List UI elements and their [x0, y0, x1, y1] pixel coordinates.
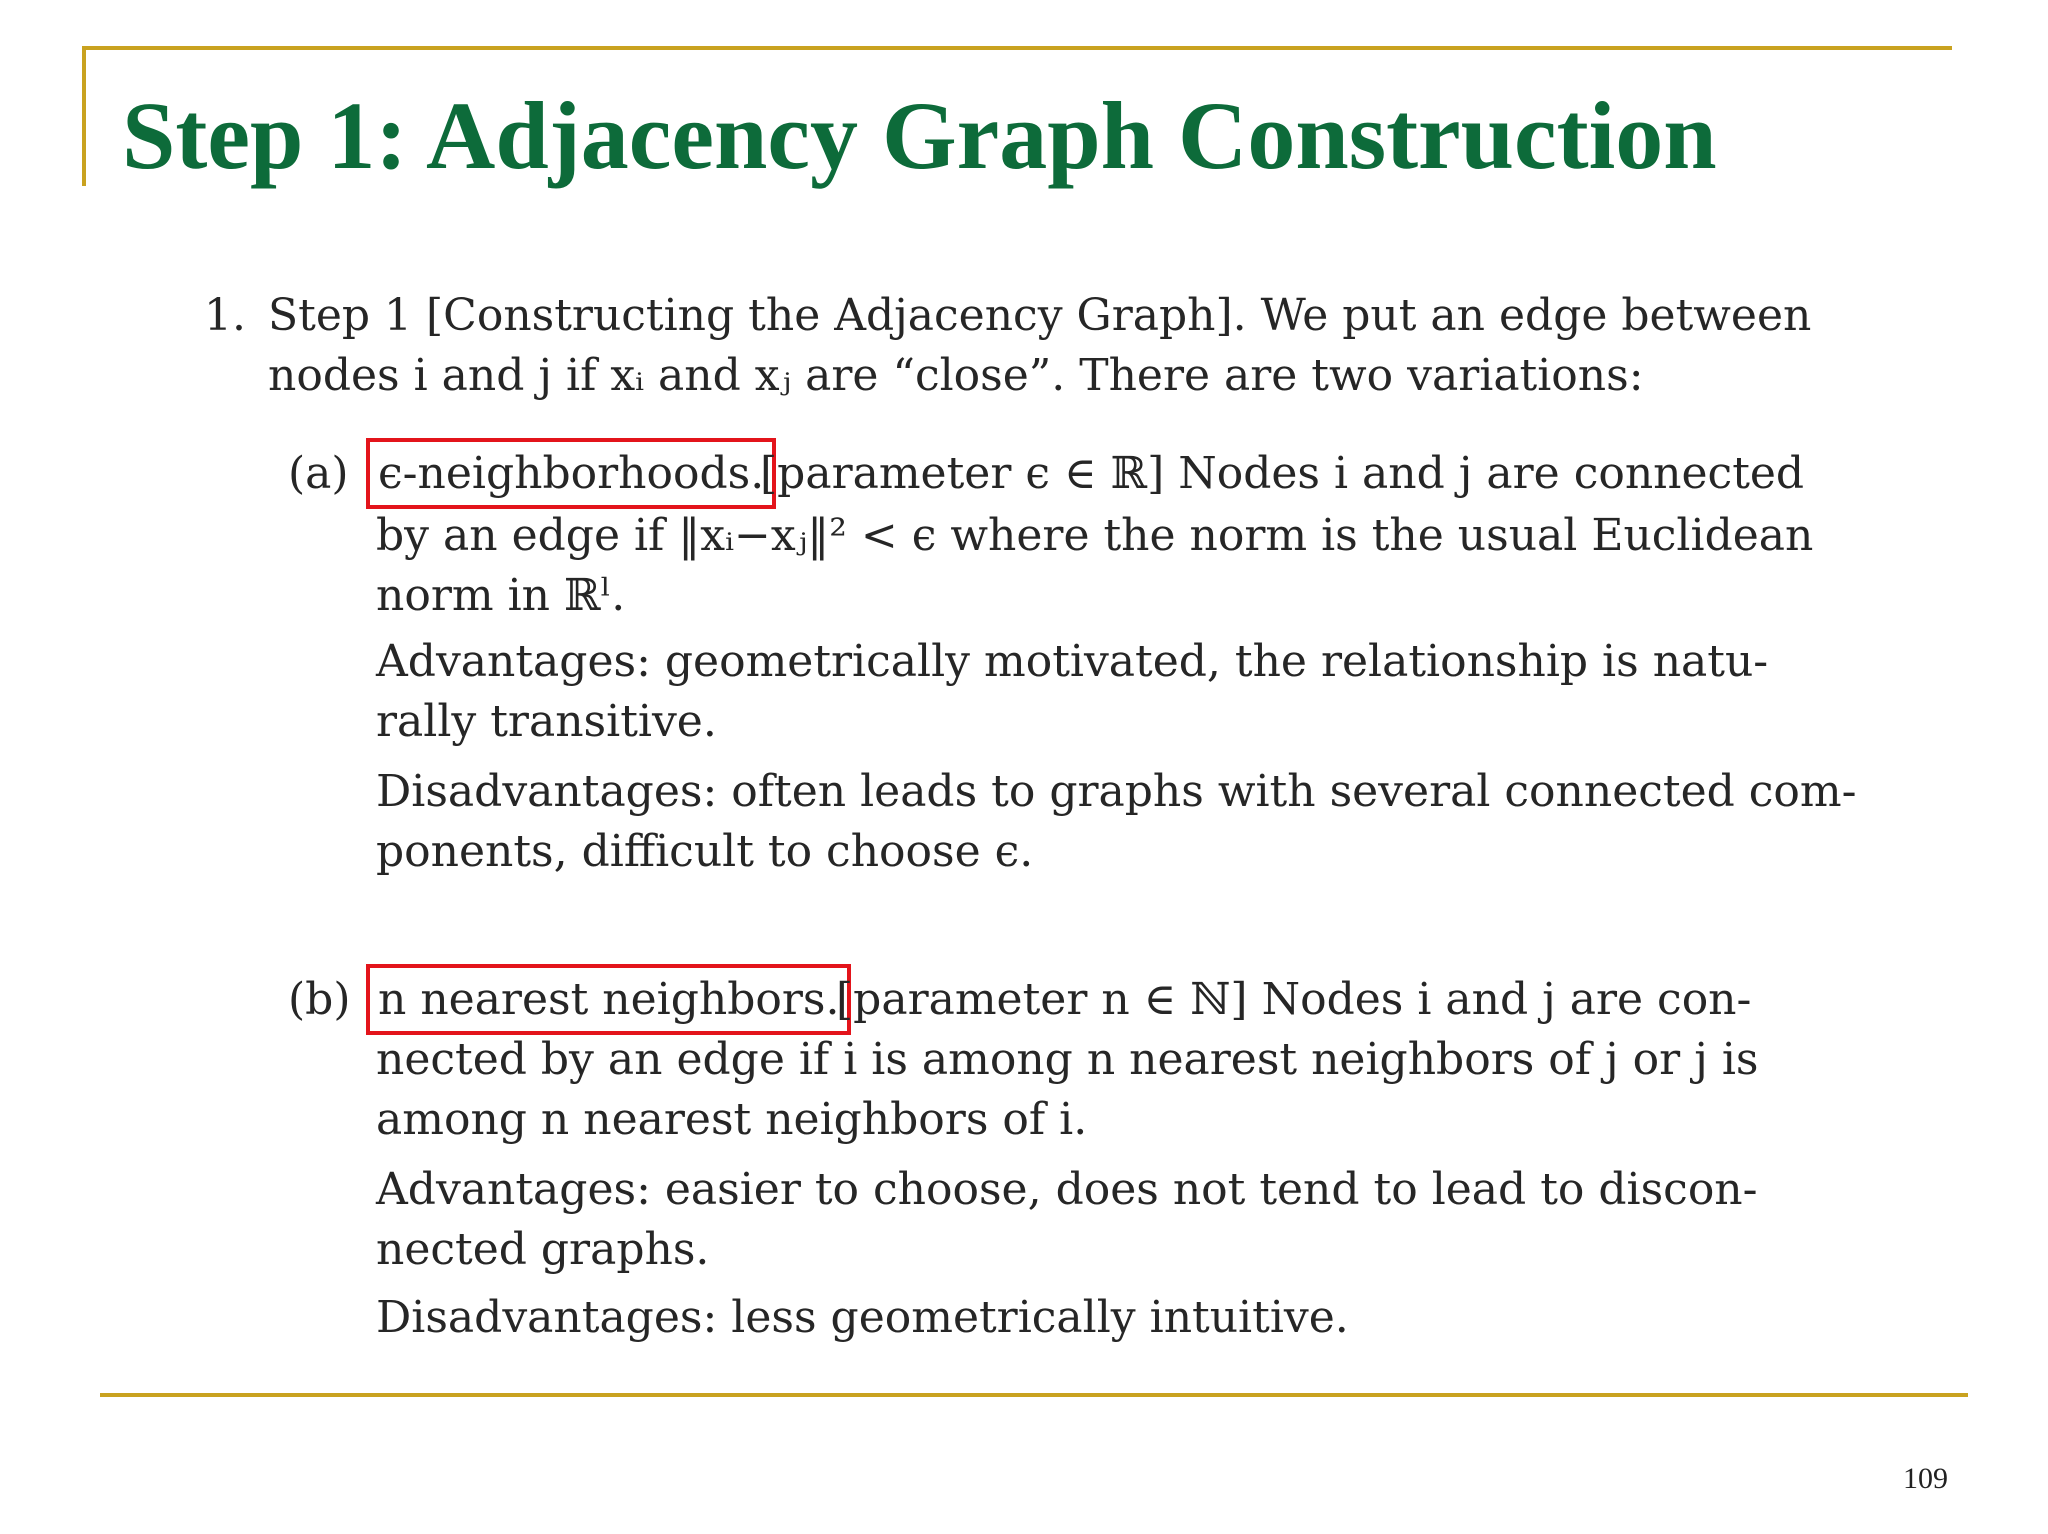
variation-a-label: (a) [288, 448, 349, 499]
variation-b-disadvantages-1: Disadvantages: less geometrically intuitive. [376, 1292, 1349, 1343]
variation-b-line-2: nected by an edge if i is among n nearest neighbors of j or j is [376, 1034, 1759, 1085]
variation-a-advantages-2: rally transitive. [376, 696, 717, 747]
page-number: 109 [1903, 1462, 1948, 1495]
intro-line-1: Step 1 [Constructing the Adjacency Graph]. We put an edge between [268, 290, 1812, 341]
epsilon-neighborhoods-highlight: ϵ-neighborhoods. [378, 448, 765, 499]
variation-b-advantages-2: nected graphs. [376, 1224, 710, 1275]
variation-a-disadvantages-1: Disadvantages: often leads to graphs with several connected com- [376, 766, 1857, 817]
intro-line-2: nodes i and j if xᵢ and xⱼ are “close”. There are two variations: [268, 350, 1644, 401]
top-rule [82, 46, 1952, 50]
left-rule [82, 46, 86, 186]
variation-a-line-3: norm in ℝˡ. [376, 570, 626, 621]
variation-b-line-1-rest: [parameter n ∈ ℕ] Nodes i and j are con- [836, 974, 1752, 1025]
variation-a-line-1 [376, 446, 766, 502]
variation-b-line-3: among n nearest neighbors of i. [376, 1094, 1088, 1145]
item-number: 1. [204, 290, 246, 341]
variation-b-label: (b) [288, 974, 351, 1025]
variation-a-advantages-1: Advantages: geometrically motivated, the relationship is natu- [376, 636, 1769, 687]
n-nearest-neighbors-highlight: n nearest neighbors. [378, 974, 840, 1025]
slide-title: Step 1: Adjacency Graph Construction [122, 82, 1717, 189]
variation-a-disadvantages-2: ponents, difficult to choose ϵ. [376, 826, 1034, 877]
variation-b-advantages-1: Advantages: easier to choose, does not tend to lead to discon- [376, 1164, 1758, 1215]
variation-a-line-2: by an edge if ‖xᵢ−xⱼ‖² < ϵ where the norm is the usual Euclidean [376, 510, 1814, 561]
variation-b-line-1 [376, 972, 841, 1028]
bottom-rule [100, 1393, 1968, 1397]
variation-a-line-1-rest: [parameter ϵ ∈ ℝ] Nodes i and j are connected [760, 448, 1805, 499]
